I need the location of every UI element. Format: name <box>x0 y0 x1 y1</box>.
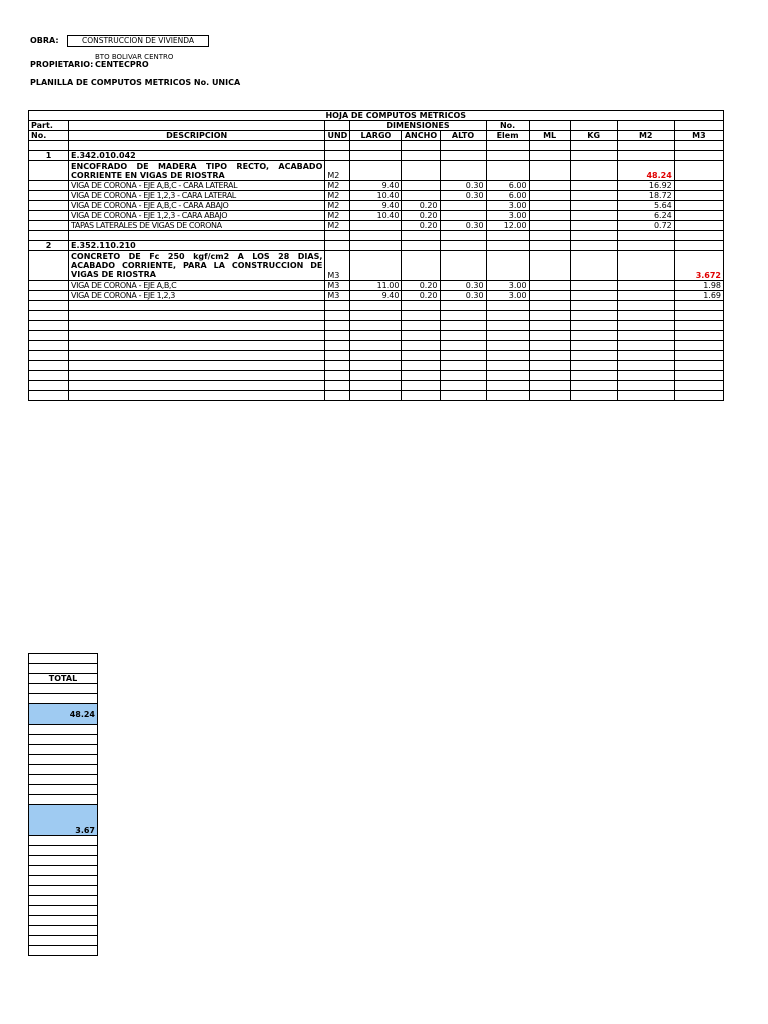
table-row <box>29 221 724 231</box>
header-row-1 <box>29 121 724 131</box>
empty-row <box>29 351 724 361</box>
item-number: 2 <box>29 241 69 251</box>
empty-row <box>29 341 724 351</box>
item-total-m3: 3.672 <box>674 251 723 281</box>
row-elem: 3.00 <box>486 211 529 221</box>
row-elem: 3.00 <box>486 201 529 211</box>
row-elem: 3.00 <box>486 281 529 291</box>
item-number: 1 <box>29 151 69 161</box>
row-largo: 9.40 <box>350 201 402 211</box>
row-ancho: 0.20 <box>402 201 440 211</box>
row-unit: M3 <box>325 291 350 301</box>
row-description: VIGA DE CORONA - EJE A,B,C - CARA LATERAL <box>69 181 325 191</box>
row-alto: 0.30 <box>440 181 486 191</box>
col-ancho: ANCHO <box>402 131 440 141</box>
col-ml: ML <box>529 131 570 141</box>
item-unit: M3 <box>325 251 350 281</box>
row-largo: 10.40 <box>350 191 402 201</box>
row-m2: 16.92 <box>617 181 674 191</box>
planilla-title: PLANILLA DE COMPUTOS METRICOS No. UNICA <box>30 78 241 87</box>
item-description: ENCOFRADO DE MADERA TIPO RECTO, ACABADO CORRIENTE EN VIGAS DE RIOSTRA <box>69 161 325 181</box>
item-desc-row <box>29 161 724 181</box>
row-ancho: 0.20 <box>402 291 440 301</box>
row-largo: 9.40 <box>350 181 402 191</box>
empty-row <box>29 311 724 321</box>
table-row <box>29 291 724 301</box>
spacer-row <box>29 141 724 151</box>
obra-value: CONSTRUCCION DE VIVIENDA <box>67 35 209 47</box>
col-part-2: No. <box>29 131 69 141</box>
header-row-2 <box>29 131 724 141</box>
row-m2: 6.24 <box>617 211 674 221</box>
total-value-m3: 3.67 <box>29 805 98 836</box>
propietario-value-b: CENTECPRO <box>95 60 149 69</box>
row-largo <box>350 221 402 231</box>
col-m3: M3 <box>674 131 723 141</box>
table-row <box>29 211 724 221</box>
empty-row <box>29 391 724 401</box>
row-largo: 10.40 <box>350 211 402 221</box>
col-no: No. <box>486 121 529 131</box>
row-unit: M2 <box>325 211 350 221</box>
row-alto <box>440 211 486 221</box>
sheet-title: HOJA DE COMPUTOS METRICOS <box>69 111 724 121</box>
item-description: CONCRETO DE Fc 250 kgf/cm2 A LOS 28 DIAS, ACABADO CORRIENTE, PARA LA CONSTRUCCION DE VIGAS DE RIOSTRA <box>69 251 325 281</box>
row-alto: 0.30 <box>440 191 486 201</box>
row-m2: 5.64 <box>617 201 674 211</box>
empty-row <box>29 301 724 311</box>
row-ancho: 0.20 <box>402 211 440 221</box>
row-m3 <box>674 191 723 201</box>
empty-row <box>29 361 724 371</box>
obra-label: OBRA: <box>30 36 59 45</box>
row-description: VIGA DE CORONA - EJE A,B,C - CARA ABAJO <box>69 201 325 211</box>
row-elem: 6.00 <box>486 191 529 201</box>
col-elem: Elem <box>486 131 529 141</box>
row-alto: 0.30 <box>440 281 486 291</box>
total-value-m2: 48.24 <box>29 704 98 725</box>
empty-row <box>29 321 724 331</box>
row-m2 <box>617 291 674 301</box>
spacer-row <box>29 231 724 241</box>
row-description: VIGA DE CORONA - EJE 1,2,3 - CARA ABAJO <box>69 211 325 221</box>
row-m3: 1.69 <box>674 291 723 301</box>
row-unit: M2 <box>325 201 350 211</box>
empty-row <box>29 331 724 341</box>
table-row <box>29 281 724 291</box>
row-m2: 0.72 <box>617 221 674 231</box>
item-total-m2: 48.24 <box>617 161 674 181</box>
table-row <box>29 191 724 201</box>
item-code-row <box>29 241 724 251</box>
item-code: E.352.110.210 <box>69 241 325 251</box>
col-part-1: Part. <box>29 121 69 131</box>
col-m2: M2 <box>617 131 674 141</box>
totals-table <box>28 653 98 956</box>
sheet-title-row <box>29 111 724 121</box>
row-elem: 6.00 <box>486 181 529 191</box>
row-largo: 11.00 <box>350 281 402 291</box>
row-elem: 12.00 <box>486 221 529 231</box>
row-unit: M2 <box>325 191 350 201</box>
group-dimensiones: DIMENSIONES <box>350 121 486 131</box>
item-unit: M2 <box>325 161 350 181</box>
row-unit: M2 <box>325 221 350 231</box>
row-description: TAPAS LATERALES DE VIGAS DE CORONA <box>69 221 325 231</box>
row-ancho: 0.20 <box>402 281 440 291</box>
row-m2 <box>617 281 674 291</box>
row-m3 <box>674 211 723 221</box>
col-descripcion: DESCRIPCION <box>69 131 325 141</box>
row-description: VIGA DE CORONA - EJE A,B,C <box>69 281 325 291</box>
row-largo: 9.40 <box>350 291 402 301</box>
row-ancho <box>402 191 440 201</box>
row-ancho: 0.20 <box>402 221 440 231</box>
empty-row <box>29 381 724 391</box>
row-alto: 0.30 <box>440 221 486 231</box>
item-desc-row <box>29 251 724 281</box>
empty-row <box>29 371 724 381</box>
row-m2: 18.72 <box>617 191 674 201</box>
col-alto: ALTO <box>440 131 486 141</box>
row-elem: 3.00 <box>486 291 529 301</box>
col-kg: KG <box>570 131 617 141</box>
item-code: E.342.010.042 <box>69 151 325 161</box>
row-unit: M3 <box>325 281 350 291</box>
row-alto: 0.30 <box>440 291 486 301</box>
row-m3 <box>674 221 723 231</box>
table-row <box>29 181 724 191</box>
row-ancho <box>402 181 440 191</box>
propietario-value-a: BTO BOLIVAR CENTRO <box>95 53 174 61</box>
row-m3 <box>674 201 723 211</box>
col-largo: LARGO <box>350 131 402 141</box>
computos-table <box>28 110 724 401</box>
row-m3 <box>674 181 723 191</box>
row-m3: 1.98 <box>674 281 723 291</box>
row-description: VIGA DE CORONA - EJE 1,2,3 <box>69 291 325 301</box>
item-code-row <box>29 151 724 161</box>
row-alto <box>440 201 486 211</box>
totals-label: TOTAL <box>29 674 98 684</box>
col-und: UND <box>325 131 350 141</box>
table-row <box>29 201 724 211</box>
propietario-label: PROPIETARIO: <box>30 60 94 69</box>
row-description: VIGA DE CORONA - EJE 1,2,3 - CARA LATERAL <box>69 191 325 201</box>
row-unit: M2 <box>325 181 350 191</box>
